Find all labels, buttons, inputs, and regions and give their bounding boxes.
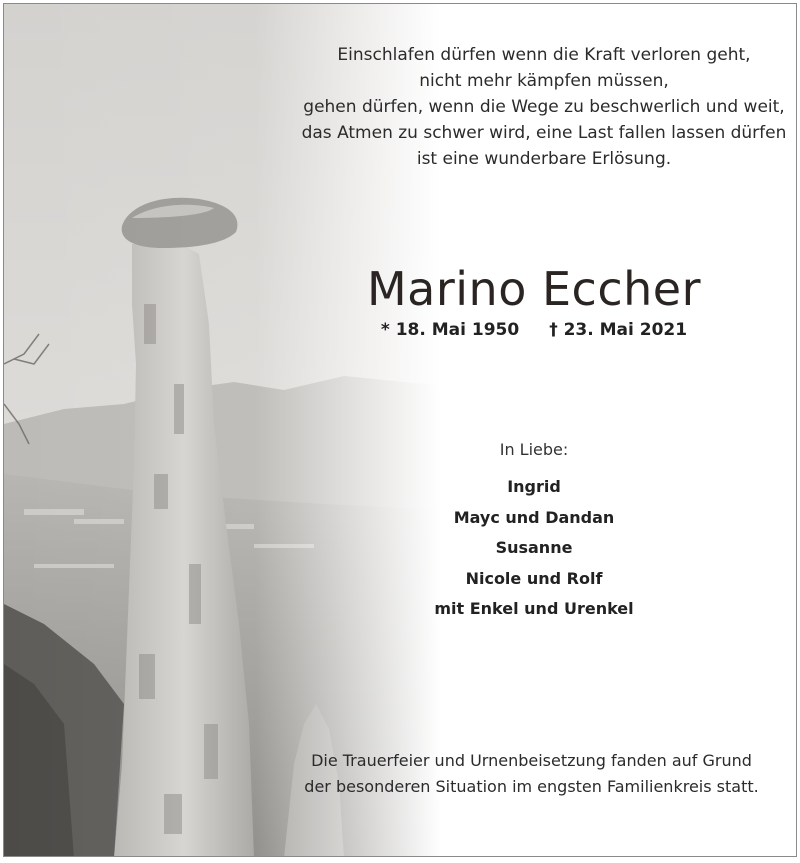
funeral-notice xyxy=(254,748,797,800)
poem-line: das Atmen zu schwer wird, eine Last fallen lassen dürfen xyxy=(301,123,787,143)
notice-line: Die Trauerfeier und Urnenbeisetzung fanden auf Grund xyxy=(311,751,752,770)
mourner-name: mit Enkel und Urenkel xyxy=(434,599,634,618)
poem xyxy=(254,42,797,172)
poem-line: Einschlafen dürfen wenn die Kraft verloren geht, xyxy=(337,45,751,65)
birth-date: * 18. Mai 1950 xyxy=(380,320,520,340)
poem-line: ist eine wunderbare Erlösung. xyxy=(416,149,672,169)
mourners-intro: In Liebe: xyxy=(499,440,569,459)
mourners-list xyxy=(384,472,684,625)
mourner-name: Mayc und Dandan xyxy=(453,507,615,527)
death-date: † 23. Mai 2021 xyxy=(549,320,688,340)
mourner-name: Nicole und Rolf xyxy=(465,568,603,588)
mourner-name: Susanne xyxy=(495,538,573,557)
obituary-card xyxy=(3,3,797,857)
poem-line: nicht mehr kämpfen müssen, xyxy=(419,71,669,91)
poem-line: gehen dürfen, wenn die Wege zu beschwerlich und weit, xyxy=(303,97,785,117)
mourner-name: Ingrid xyxy=(507,477,561,496)
deceased-name: Marino Eccher xyxy=(366,262,701,316)
notice-line: der besonderen Situation im engsten Familienkreis statt. xyxy=(304,777,759,796)
life-dates xyxy=(334,320,734,340)
